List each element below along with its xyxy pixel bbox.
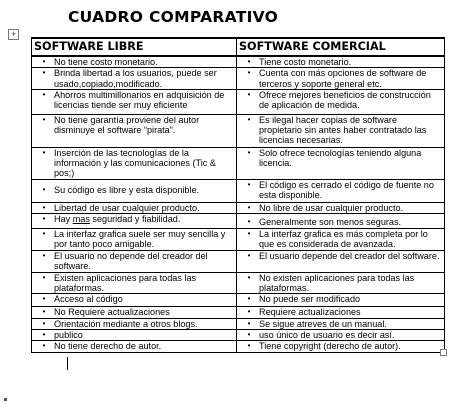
- cell-comercial[interactable]: [237, 229, 445, 251]
- cell-text-part: seguridad y fiabilidad.: [89, 214, 181, 225]
- cell-comercial[interactable]: [237, 251, 445, 273]
- bullet-icon: •: [247, 329, 251, 339]
- cell-text-underlined: mas: [72, 214, 90, 225]
- bullet-icon: •: [42, 229, 46, 239]
- cell-comercial[interactable]: [237, 341, 445, 352]
- cell-comercial[interactable]: [237, 179, 445, 202]
- cell-text: El usuario depende del creador del software.: [259, 251, 440, 262]
- cell-libre[interactable]: [32, 341, 237, 352]
- bullet-icon: •: [247, 229, 251, 239]
- cell-text: Generalmente son menos seguras.: [259, 217, 402, 228]
- bullet-icon: •: [247, 179, 251, 189]
- table-row: [32, 68, 445, 90]
- cell-text: El usuario no depende del creador del software.: [54, 251, 208, 272]
- cell-text: Su código es libre y esta disponible.: [54, 184, 200, 195]
- cell-text: Se sigue atreves de un manual.: [259, 318, 387, 329]
- bullet-icon: •: [247, 68, 251, 78]
- bullet-icon: •: [42, 89, 46, 99]
- cell-text: No tiene costo monetario.: [54, 57, 158, 67]
- table-row: [32, 307, 445, 318]
- cell-text: No Requiere actualizaciones: [54, 307, 170, 318]
- cell-text: Existen aplicaciones para todas las plataformas.: [54, 272, 197, 294]
- bullet-icon: •: [247, 307, 251, 317]
- cell-libre[interactable]: [32, 318, 237, 329]
- cell-libre[interactable]: [32, 229, 237, 251]
- cell-text: Tiene costo monetario.: [259, 57, 352, 67]
- cell-text: La interfaz grafica es más completa por lo que es considerada de avanzada.: [259, 229, 428, 250]
- cell-text: No tiene garantía proviene del autor disminuye el software “pirata”.: [54, 114, 200, 136]
- cell-libre[interactable]: [32, 329, 237, 340]
- text-cursor: [67, 357, 68, 370]
- table-row: [32, 147, 445, 179]
- cell-libre[interactable]: [32, 147, 237, 179]
- cell-text: No existen aplicaciones para todas las plataformas.: [259, 272, 415, 294]
- bullet-icon: •: [42, 184, 46, 194]
- cell-comercial[interactable]: [237, 318, 445, 329]
- cell-text: El código es cerrado el código de fuente no esta disponible.: [259, 179, 434, 201]
- bullet-icon: •: [42, 251, 46, 261]
- cell-libre[interactable]: [32, 179, 237, 202]
- page-marker-icon: [4, 398, 7, 401]
- bullet-icon: •: [42, 147, 46, 157]
- table-row: [32, 229, 445, 251]
- cell-text: publico: [54, 329, 83, 340]
- bullet-icon: •: [247, 251, 251, 261]
- cell-comercial[interactable]: [237, 147, 445, 179]
- cell-libre[interactable]: [32, 214, 237, 229]
- cell-comercial[interactable]: [237, 202, 445, 213]
- cell-text: Requiere actualizaciones: [259, 307, 361, 318]
- cell-text: Ahorros multimillonarios en adquisición de licencias tiende ser muy eficiente: [54, 89, 225, 111]
- bullet-icon: •: [247, 57, 251, 66]
- bullet-icon: •: [42, 214, 46, 224]
- table-row: [32, 214, 445, 229]
- document-title: CUADRO COMPARATIVO: [68, 8, 279, 26]
- cell-comercial[interactable]: [237, 214, 445, 229]
- bullet-icon: •: [42, 114, 46, 124]
- bullet-icon: •: [247, 341, 251, 351]
- cell-text: Acceso al código: [54, 294, 123, 305]
- bullet-icon: •: [247, 114, 251, 124]
- table-row: [32, 294, 445, 307]
- cell-libre[interactable]: [32, 251, 237, 273]
- cell-libre[interactable]: [32, 89, 237, 114]
- table-move-handle-icon[interactable]: +: [8, 29, 19, 40]
- bullet-icon: •: [42, 68, 46, 78]
- cell-text: No puede ser modificado: [259, 294, 361, 305]
- bullet-icon: •: [42, 341, 46, 351]
- cell-comercial[interactable]: [237, 56, 445, 68]
- cell-text: No libre de usar cualquier producto.: [259, 202, 404, 213]
- cell-text: [54, 214, 233, 224]
- cell-text: Ofrece mejores beneficios de construcción de aplicación de medida.: [259, 89, 431, 111]
- cell-comercial[interactable]: [237, 272, 445, 294]
- column-header-comercial: SOFTWARE COMERCIAL: [237, 38, 445, 56]
- table-row: [32, 179, 445, 202]
- table-row: [32, 272, 445, 294]
- cell-text: La interfaz grafica suele ser muy sencilla y por tanto poco amigable.: [54, 229, 226, 250]
- cell-libre[interactable]: [32, 68, 237, 90]
- table-row: [32, 318, 445, 329]
- cell-text: Cuenta con más opciones de software de terceros y soporte general etc.: [259, 68, 427, 89]
- bullet-icon: •: [247, 202, 251, 212]
- cell-comercial[interactable]: [237, 89, 445, 114]
- table-row: [32, 114, 445, 147]
- table-row: [32, 202, 445, 213]
- table-row: [32, 341, 445, 352]
- table-header-row: [32, 38, 445, 56]
- cell-comercial[interactable]: [237, 329, 445, 340]
- cell-libre[interactable]: [32, 294, 237, 307]
- cell-libre[interactable]: [32, 202, 237, 213]
- table-row: [32, 56, 445, 68]
- bullet-icon: •: [247, 272, 251, 282]
- cell-text: No tiene derecho de autor.: [54, 341, 162, 352]
- bullet-icon: •: [247, 217, 251, 227]
- cell-text: Tiene copyright (derecho de autor).: [259, 341, 401, 352]
- bullet-icon: •: [247, 294, 251, 304]
- cell-text: Es ilegal hacer copias de software propietario sin antes haber contratado las licencias necesarias.: [259, 114, 427, 146]
- bullet-icon: •: [42, 329, 46, 339]
- bullet-icon: •: [247, 89, 251, 99]
- cell-comercial[interactable]: [237, 114, 445, 147]
- table-row: [32, 251, 445, 273]
- cell-libre[interactable]: [32, 307, 237, 318]
- cell-comercial[interactable]: [237, 294, 445, 307]
- comparison-table: [31, 37, 445, 353]
- bullet-icon: •: [42, 318, 46, 328]
- table-row: [32, 329, 445, 340]
- cell-text: uso único de usuario es decir así.: [259, 329, 395, 340]
- cell-text: Libertad de usar cualquier producto.: [54, 202, 200, 213]
- bullet-icon: •: [42, 57, 46, 66]
- bullet-icon: •: [247, 147, 251, 157]
- cell-text: Solo ofrece tecnologías teniendo alguna licencia.: [259, 147, 422, 169]
- cell-text: Inserción de las tecnologías de la información y las comunicaciones (Tic & pos;): [54, 147, 216, 179]
- bullet-icon: •: [247, 318, 251, 328]
- bullet-icon: •: [42, 307, 46, 317]
- bullet-icon: •: [42, 272, 46, 282]
- cell-comercial[interactable]: [237, 307, 445, 318]
- cell-libre[interactable]: [32, 56, 237, 68]
- table-resize-handle-icon[interactable]: [440, 349, 447, 356]
- table-row: [32, 89, 445, 114]
- column-header-libre: SOFTWARE LIBRE: [32, 38, 237, 56]
- bullet-icon: •: [42, 294, 46, 304]
- cell-text-part: Hay: [54, 214, 73, 225]
- cell-libre[interactable]: [32, 272, 237, 294]
- cell-comercial[interactable]: [237, 68, 445, 90]
- bullet-icon: •: [42, 202, 46, 212]
- cell-libre[interactable]: [32, 114, 237, 147]
- cell-text: Orientación mediante a otros blogs.: [54, 318, 198, 329]
- cell-text: Brinda libertad a los usuarios, puede ser usado,copiado,modificado.: [54, 68, 217, 89]
